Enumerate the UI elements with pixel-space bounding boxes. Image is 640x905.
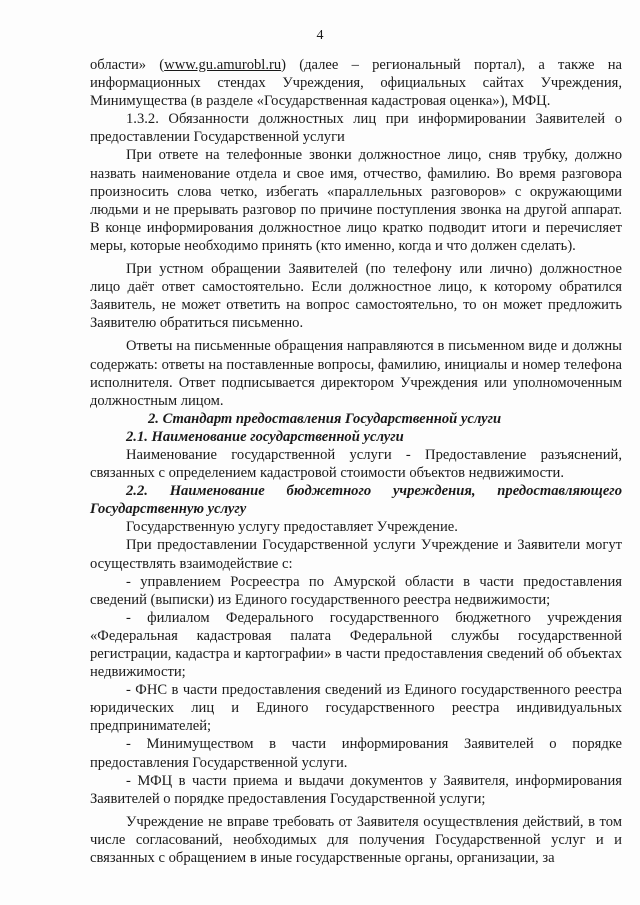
paragraph-portal — [90, 56, 622, 110]
list-item-fns: - ФНС в части предоставления сведений из Единого государственного реестра юридических лиц и Единого государственного реестра индивидуальных предпринимателей; — [90, 682, 622, 735]
paragraph-oral-requests: При устном обращении Заявителей (по телефону или лично) должностное лицо даёт ответ самостоятельно. Если должностное лицо, к которому обратился Заявитель, не может ответить на вопрос самостоятельно, то он может предложить Заявителю обратиться письменно. — [90, 261, 622, 332]
section-2-1-heading: 2.1. Наименование государственной услуги — [126, 428, 404, 445]
section-2-heading: 2. Стандарт предоставления Государственной услуги — [148, 410, 502, 427]
portal-text-after: ) (далее – региональный портал), а также на информационных стендах Учреждения, официальных сайтах Учреждения, Минимущества (в разделе «Государственная кадастровая оценка»), МФЦ. — [90, 57, 622, 110]
list-item-minimushchestvo: - Минимуществом в части информирования Заявителей о порядке предоставления Государственной услуги. — [90, 736, 622, 771]
section-2-2-heading: 2.2. Наименование бюджетного учреждения, предоставляющего Государственную услугу — [90, 483, 622, 518]
paragraph-service-name: Наименование государственной услуги - Предоставление разъяснений, связанных с определением кадастровой стоимости объектов недвижимости. — [90, 446, 622, 482]
section-1-3-2-title: 1.3.2. Обязанности должностных лиц при информировании Заявителей о предоставлении Государственной услуги — [90, 111, 622, 146]
list-item-mfc: - МФЦ в части приема и выдачи документов у Заявителя, информирования Заявителей о порядке предоставления Государственной услуги; — [90, 772, 622, 807]
portal-link[interactable]: www.gu.amurobl.ru — [164, 57, 282, 73]
paragraph-phone-calls: При ответе на телефонные звонки должностное лицо, сняв трубку, должно назвать наименование отдела и свое имя, отчество, фамилию. Во время разговора произносить слова четко, избегать «параллельных разговоров» с окружающими людьми и не прерывать разговор по причине поступления звонка на другой аппарат. В конце информирования должностное лицо кратко подводит итоги и перечисляет меры, которые необходимо принять (кто именно, когда и что должен сделать). — [90, 147, 622, 254]
paragraph-interaction-intro: При предоставлении Государственной услуги Учреждение и Заявители могут осуществлять взаимодействие с: — [90, 537, 622, 572]
paragraph-written-requests: Ответы на письменные обращения направляются в письменном виде и должны содержать: ответы на поставленные вопросы, фамилию, инициалы и номер телефона исполнителя. Ответ подписывается директором Учреждения или уполномоченным должностным лицом. — [90, 338, 622, 409]
paragraph-service-provider: Государственную услугу предоставляет Учреждение. — [126, 519, 458, 536]
list-item-rosreestr: - управлением Росреестра по Амурской области в части предоставления сведений (выписки) из Единого государственного реестра недвижимости; — [90, 573, 622, 608]
list-item-cadastral-chamber: - филиалом Федерального государственного бюджетного учреждения «Федеральная кадастровая палата Федеральной службы государственной регистрации, кадастра и картографии» в части предоставления сведений об объектах недвижимости; — [90, 609, 622, 681]
document-body — [90, 56, 622, 867]
portal-text-before: области» ( — [90, 57, 165, 73]
page-number: 4 — [316, 28, 324, 43]
paragraph-restrictions: Учреждение не вправе требовать от Заявителя осуществления действий, в том числе согласований, необходимых для получения Государственной услуг и и связанных с обращением в иные государственные органы, организации, за — [90, 813, 622, 867]
